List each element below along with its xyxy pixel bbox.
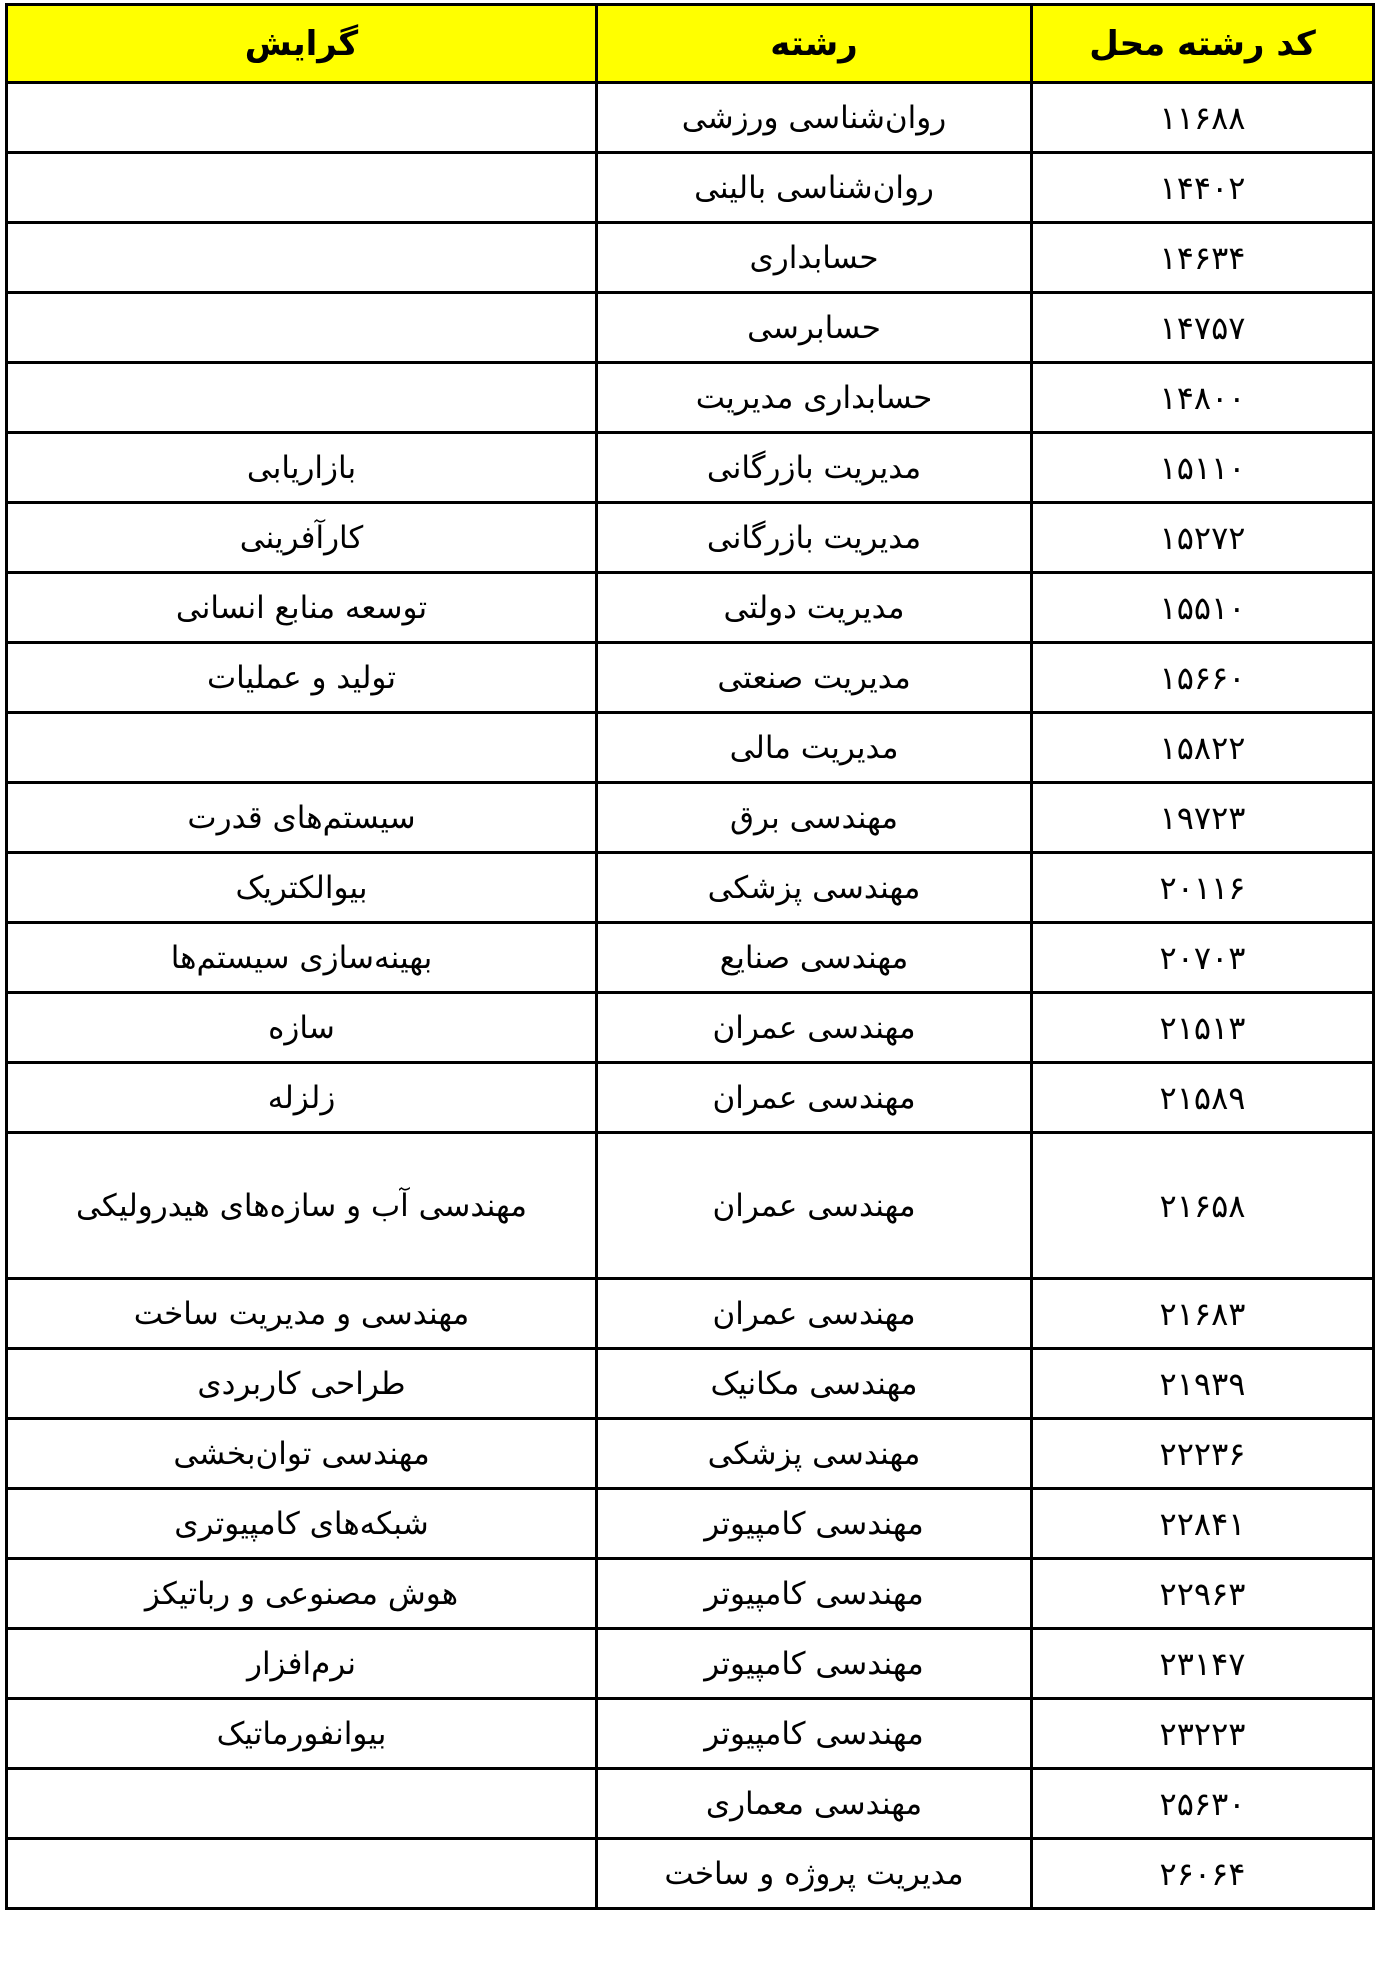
code-cell: ۲۲۹۶۳	[1032, 1559, 1374, 1629]
specialization-cell: بازاریابی	[7, 433, 597, 503]
specialization-cell: سیستم‌های قدرت	[7, 783, 597, 853]
major-cell: مدیریت بازرگانی	[597, 503, 1032, 573]
table-row	[7, 503, 1374, 573]
specialization-cell	[7, 363, 597, 433]
header-code: کد رشته محل	[1032, 5, 1374, 83]
code-cell: ۱۴۶۳۴	[1032, 223, 1374, 293]
specialization-cell	[7, 1769, 597, 1839]
specialization-cell: هوش مصنوعی و رباتیکز	[7, 1559, 597, 1629]
specialization-cell	[7, 153, 597, 223]
table-row	[7, 573, 1374, 643]
table-body	[7, 83, 1374, 1909]
table-row	[7, 1419, 1374, 1489]
table-row	[7, 1489, 1374, 1559]
code-cell: ۱۴۴۰۲	[1032, 153, 1374, 223]
major-cell: مهندسی عمران	[597, 993, 1032, 1063]
specialization-cell: بهینه‌سازی سیستم‌ها	[7, 923, 597, 993]
major-cell: مهندسی کامپیوتر	[597, 1699, 1032, 1769]
specialization-cell	[7, 713, 597, 783]
major-cell: مهندسی برق	[597, 783, 1032, 853]
majors-table	[5, 3, 1375, 1910]
specialization-cell	[7, 83, 597, 153]
code-cell: ۱۴۷۵۷	[1032, 293, 1374, 363]
table-row	[7, 1279, 1374, 1349]
major-cell: مهندسی پزشکی	[597, 853, 1032, 923]
specialization-cell	[7, 1839, 597, 1909]
code-cell: ۱۹۷۲۳	[1032, 783, 1374, 853]
table-row	[7, 153, 1374, 223]
major-cell: مهندسی کامپیوتر	[597, 1559, 1032, 1629]
major-cell: حسابداری مدیریت	[597, 363, 1032, 433]
major-cell: مهندسی عمران	[597, 1279, 1032, 1349]
specialization-cell: بیوانفورماتیک	[7, 1699, 597, 1769]
code-cell: ۲۱۵۱۳	[1032, 993, 1374, 1063]
code-cell: ۱۵۸۲۲	[1032, 713, 1374, 783]
specialization-cell: مهندسی توان‌بخشی	[7, 1419, 597, 1489]
major-cell: حسابداری	[597, 223, 1032, 293]
major-cell: مدیریت مالی	[597, 713, 1032, 783]
majors-table-container	[5, 3, 1372, 1910]
code-cell: ۲۱۶۸۳	[1032, 1279, 1374, 1349]
specialization-cell: توسعه منابع انسانی	[7, 573, 597, 643]
table-row	[7, 1839, 1374, 1909]
code-cell: ۲۲۲۳۶	[1032, 1419, 1374, 1489]
code-cell: ۲۱۵۸۹	[1032, 1063, 1374, 1133]
specialization-cell: سازه	[7, 993, 597, 1063]
specialization-cell: شبکه‌های کامپیوتری	[7, 1489, 597, 1559]
code-cell: ۱۵۵۱۰	[1032, 573, 1374, 643]
table-row	[7, 433, 1374, 503]
table-row	[7, 1559, 1374, 1629]
code-cell: ۱۵۱۱۰	[1032, 433, 1374, 503]
table-row	[7, 993, 1374, 1063]
table-row	[7, 923, 1374, 993]
table-row	[7, 1699, 1374, 1769]
code-cell: ۱۵۲۷۲	[1032, 503, 1374, 573]
major-cell: مدیریت پروژه و ساخت	[597, 1839, 1032, 1909]
code-cell: ۲۳۱۴۷	[1032, 1629, 1374, 1699]
major-cell: مدیریت بازرگانی	[597, 433, 1032, 503]
specialization-cell: تولید و عملیات	[7, 643, 597, 713]
major-cell: مهندسی مکانیک	[597, 1349, 1032, 1419]
code-cell: ۱۴۸۰۰	[1032, 363, 1374, 433]
table-row	[7, 1769, 1374, 1839]
code-cell: ۲۶۰۶۴	[1032, 1839, 1374, 1909]
specialization-cell	[7, 223, 597, 293]
header-row	[7, 5, 1374, 83]
code-cell: ۲۰۱۱۶	[1032, 853, 1374, 923]
major-cell: مهندسی کامپیوتر	[597, 1629, 1032, 1699]
major-cell: مدیریت صنعتی	[597, 643, 1032, 713]
major-cell: مهندسی کامپیوتر	[597, 1489, 1032, 1559]
major-cell: مهندسی پزشکی	[597, 1419, 1032, 1489]
major-cell: روان‌شناسی ورزشی	[597, 83, 1032, 153]
major-cell: روان‌شناسی بالینی	[597, 153, 1032, 223]
specialization-cell: طراحی کاربردی	[7, 1349, 597, 1419]
table-row	[7, 1629, 1374, 1699]
table-row	[7, 853, 1374, 923]
code-cell: ۲۰۷۰۳	[1032, 923, 1374, 993]
table-row	[7, 1133, 1374, 1279]
specialization-cell: نرم‌افزار	[7, 1629, 597, 1699]
table-row	[7, 363, 1374, 433]
specialization-cell: مهندسی و مدیریت ساخت	[7, 1279, 597, 1349]
major-cell: مهندسی معماری	[597, 1769, 1032, 1839]
table-row	[7, 83, 1374, 153]
table-row	[7, 783, 1374, 853]
major-cell: مهندسی عمران	[597, 1133, 1032, 1279]
code-cell: ۲۳۲۲۳	[1032, 1699, 1374, 1769]
table-header	[7, 5, 1374, 83]
major-cell: مهندسی صنایع	[597, 923, 1032, 993]
code-cell: ۱۱۶۸۸	[1032, 83, 1374, 153]
major-cell: مدیریت دولتی	[597, 573, 1032, 643]
table-row	[7, 223, 1374, 293]
table-row	[7, 1063, 1374, 1133]
code-cell: ۲۵۶۳۰	[1032, 1769, 1374, 1839]
specialization-cell: بیوالکتریک	[7, 853, 597, 923]
specialization-cell: زلزله	[7, 1063, 597, 1133]
table-row	[7, 643, 1374, 713]
specialization-cell: مهندسی آب و سازه‌های هیدرولیکی	[7, 1133, 597, 1279]
code-cell: ۱۵۶۶۰	[1032, 643, 1374, 713]
table-row	[7, 1349, 1374, 1419]
major-cell: حسابرسی	[597, 293, 1032, 363]
code-cell: ۲۱۹۳۹	[1032, 1349, 1374, 1419]
code-cell: ۲۱۶۵۸	[1032, 1133, 1374, 1279]
code-cell: ۲۲۸۴۱	[1032, 1489, 1374, 1559]
specialization-cell: کارآفرینی	[7, 503, 597, 573]
major-cell: مهندسی عمران	[597, 1063, 1032, 1133]
header-major: رشته	[597, 5, 1032, 83]
table-row	[7, 713, 1374, 783]
specialization-cell	[7, 293, 597, 363]
header-specialization: گرایش	[7, 5, 597, 83]
table-row	[7, 293, 1374, 363]
